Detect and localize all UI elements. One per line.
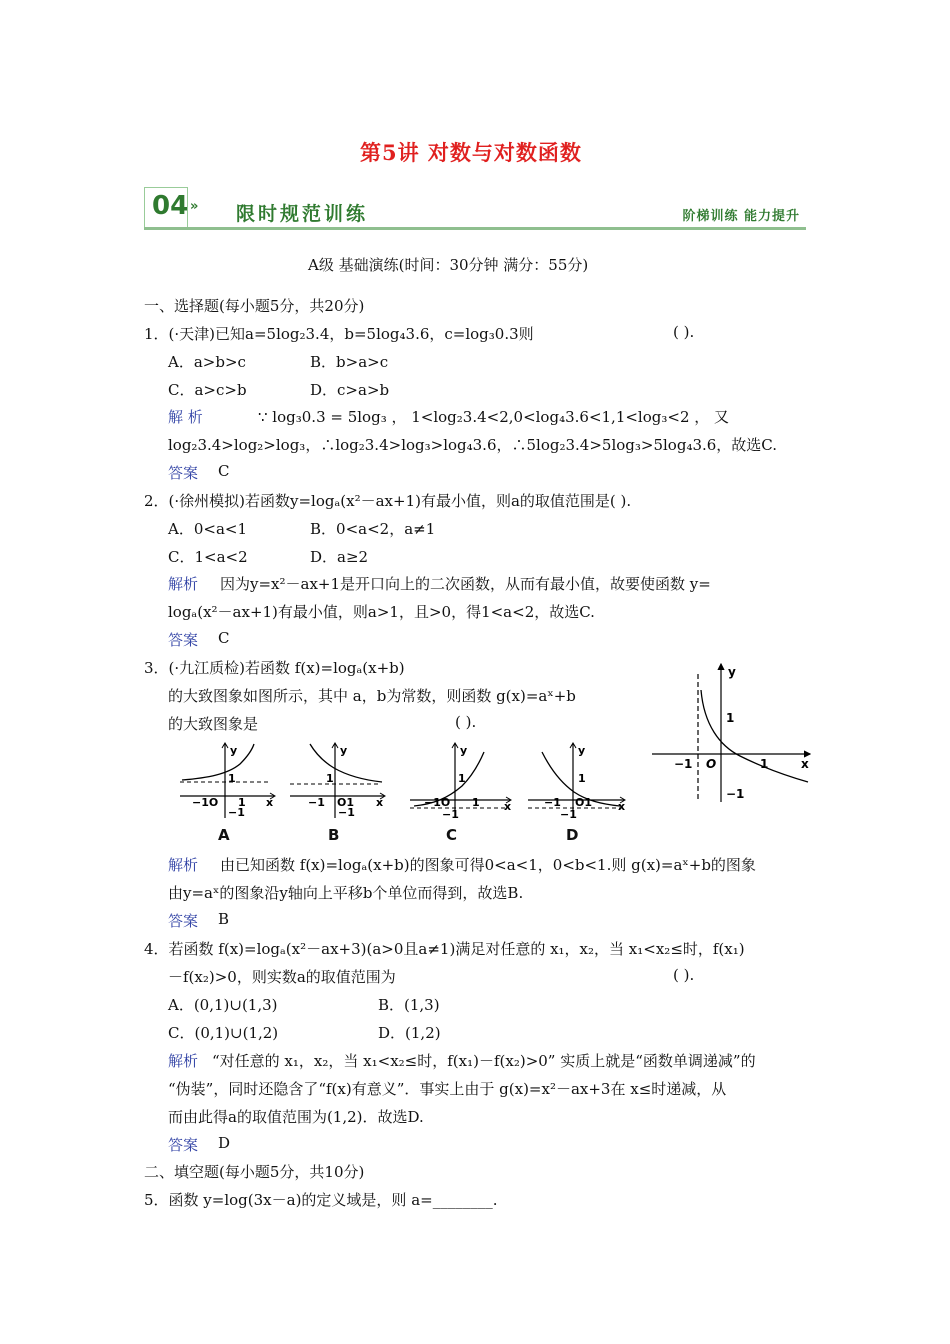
graph-d-y: y bbox=[578, 744, 586, 757]
page-title: 第5讲 对数与对数函数 bbox=[360, 140, 582, 165]
q1-option-a: A．a>b>c bbox=[168, 353, 246, 371]
graph-d-neg1: −1 bbox=[544, 796, 561, 809]
graph-c-y: y bbox=[460, 744, 468, 757]
q2-analysis-line1: 因为y=x²－ax+1是开口向上的二次函数，从而有最小值，故要使函数 y= bbox=[220, 575, 711, 593]
q2-stem: 2．(·徐州模拟)若函数y=logₐ(x²－ax+1)有最小值，则a的取值范围是( ). bbox=[144, 492, 632, 510]
q3-option-b-label: B bbox=[328, 826, 340, 844]
graph-b-o1: O1 bbox=[337, 796, 355, 809]
graph-d-x: x bbox=[618, 800, 626, 813]
graph-a-y: y bbox=[230, 744, 238, 757]
main-graph-origin: O bbox=[706, 757, 717, 771]
q3-analysis-line1: 由已知函数 f(x)=logₐ(x+b)的图象可得0<a<1，0<b<1.则 g(x)=aˣ+b的图象 bbox=[220, 856, 756, 874]
q3-answer: B bbox=[218, 910, 230, 928]
banner-arrows: » bbox=[190, 199, 199, 214]
graph-d-neg1y: −1 bbox=[560, 808, 577, 820]
q1-paren: ( ). bbox=[673, 323, 695, 341]
q3-option-a-label: A bbox=[218, 826, 230, 844]
graph-a-neg1o: −1O bbox=[192, 796, 219, 809]
section-choice-heading: 一、选择题(每小题5分，共20分) bbox=[144, 297, 365, 315]
q2-answer-label: 答案 bbox=[168, 631, 199, 649]
q2-analysis-label: 解析 bbox=[168, 575, 199, 593]
graph-b-neg1: −1 bbox=[308, 796, 325, 809]
q1-answer-label: 答案 bbox=[168, 464, 199, 482]
main-graph-tick-neg1y: −1 bbox=[726, 787, 745, 801]
graph-b-y: y bbox=[340, 744, 348, 757]
q1-option-d: D．c>a>b bbox=[310, 381, 390, 399]
q3-analysis-line2: 由y=aˣ的图象沿y轴向上平移b个单位而得到，故选B. bbox=[168, 884, 524, 902]
section-banner bbox=[144, 187, 806, 231]
graph-b-neg1y: −1 bbox=[338, 806, 355, 819]
graph-c-1x: 1 bbox=[472, 796, 480, 809]
banner-title: 限时规范训练 bbox=[236, 203, 369, 225]
q3-stem-line3: 的大致图象是 bbox=[168, 715, 259, 733]
q3-option-a-graph bbox=[178, 740, 278, 820]
q5-stem: 5．函数 y=log(3x－a)的定义域是，则 a=________. bbox=[144, 1191, 498, 1209]
graph-b-1y: 1 bbox=[326, 772, 334, 785]
q3-paren: ( ). bbox=[455, 713, 477, 731]
banner-number: 04 bbox=[152, 191, 189, 221]
graph-a-1x: 1 bbox=[238, 796, 246, 809]
graph-c-1y: 1 bbox=[458, 772, 466, 785]
q3-option-c-label: C bbox=[446, 826, 458, 844]
graph-d-1y: 1 bbox=[578, 772, 586, 785]
graph-d-o1: O1 bbox=[575, 796, 593, 809]
q1-answer: C bbox=[218, 462, 230, 480]
q3-option-d-label: D bbox=[566, 826, 579, 844]
q4-analysis-line2: “伪装”，同时还隐含了“f(x)有意义”．事实上由于 g(x)=x²－ax+3在 x≤时递减，从 bbox=[168, 1080, 727, 1098]
q3-main-graph bbox=[650, 660, 812, 806]
q3-stem-line1: 3．(·九江质检)若函数 f(x)=logₐ(x+b) bbox=[144, 659, 405, 677]
graph-c-x: x bbox=[504, 800, 512, 813]
main-graph-tick-1x: 1 bbox=[760, 757, 769, 771]
q1-analysis-line2: log₂3.4>log₂>log₃，∴log₂3.4>log₃>log₄3.6，∴5log₂3.4>5log₃>5log₄3.6，故选C. bbox=[168, 436, 778, 454]
banner-underline bbox=[144, 227, 806, 230]
q1-option-c: C．a>c>b bbox=[168, 381, 247, 399]
q4-option-a: A．(0,1)∪(1,3) bbox=[168, 996, 278, 1014]
main-graph-tick-1y: 1 bbox=[726, 711, 735, 725]
q3-stem-line2: 的大致图象如图所示，其中 a，b为常数，则函数 g(x)=aˣ+b bbox=[168, 687, 576, 705]
q2-option-b: B．0<a<2，a≠1 bbox=[310, 520, 436, 538]
q4-option-b: B．(1,3) bbox=[378, 996, 440, 1014]
banner-subtitle: 阶梯训练 能力提升 bbox=[682, 209, 800, 224]
section-fill-heading: 二、填空题(每小题5分，共10分) bbox=[144, 1163, 365, 1181]
q4-stem-line2: －f(x₂)>0，则实数a的取值范围为 bbox=[168, 968, 396, 986]
q3-option-b-graph bbox=[288, 740, 388, 820]
q2-option-a: A．0<a<1 bbox=[168, 520, 247, 538]
graph-a-1y: 1 bbox=[228, 772, 236, 785]
q3-option-c-graph bbox=[408, 740, 514, 820]
graph-b-x: x bbox=[376, 796, 384, 809]
q4-analysis-line3: 而由此得a的取值范围为(1,2)．故选D. bbox=[168, 1108, 424, 1126]
graph-c-neg1y: −1 bbox=[442, 808, 459, 820]
q4-answer-label: 答案 bbox=[168, 1136, 199, 1154]
q4-stem-line1: 4．若函数 f(x)=logₐ(x²－ax+3)(a>0且a≠1)满足对任意的 x₁，x₂，当 x₁<x₂≤时，f(x₁) bbox=[144, 940, 745, 958]
graph-a-x: x bbox=[266, 796, 274, 809]
q4-paren: ( ). bbox=[673, 966, 695, 984]
main-graph-tick-neg1x: −1 bbox=[674, 757, 693, 771]
q3-answer-label: 答案 bbox=[168, 912, 199, 930]
q2-answer: C bbox=[218, 629, 230, 647]
q2-analysis-line2: logₐ(x²－ax+1)有最小值，则a>1，且>0，得1<a<2，故选C. bbox=[168, 603, 595, 621]
q3-option-d-graph bbox=[526, 740, 628, 820]
q4-option-c: C．(0,1)∪(1,2) bbox=[168, 1024, 279, 1042]
q1-stem: 1．(·天津)已知a=5log₂3.4，b=5log₄3.6，c=log₃0.3则 bbox=[144, 325, 534, 343]
graph-c-neg1o: −1O bbox=[424, 796, 451, 809]
q1-analysis-label: 解 析 bbox=[168, 408, 203, 426]
q1-analysis-line1: ∵ log₃0.3 = 5log₃ ， 1<log₂3.4<2,0<log₄3.6<1,1<log₃<2 ， 又 bbox=[258, 408, 730, 426]
q1-option-b: B．b>a>c bbox=[310, 353, 389, 371]
q4-analysis-label: 解析 bbox=[168, 1052, 199, 1070]
graph-a-neg1y: −1 bbox=[228, 806, 245, 819]
main-graph-x-label: x bbox=[801, 757, 809, 771]
level-heading: A级 基础演练(时间：30分钟 满分：55分) bbox=[308, 256, 589, 274]
q2-option-c: C．1<a<2 bbox=[168, 548, 248, 566]
q4-answer: D bbox=[218, 1134, 231, 1152]
q4-analysis-line1: “对任意的 x₁，x₂，当 x₁<x₂≤时，f(x₁)－f(x₂)>0” 实质上就是“函数单调递减”的 bbox=[212, 1052, 756, 1070]
q4-option-d: D．(1,2) bbox=[378, 1024, 441, 1042]
q2-option-d: D．a≥2 bbox=[310, 548, 369, 566]
main-graph-y-label: y bbox=[728, 665, 736, 679]
q3-analysis-label: 解析 bbox=[168, 856, 199, 874]
